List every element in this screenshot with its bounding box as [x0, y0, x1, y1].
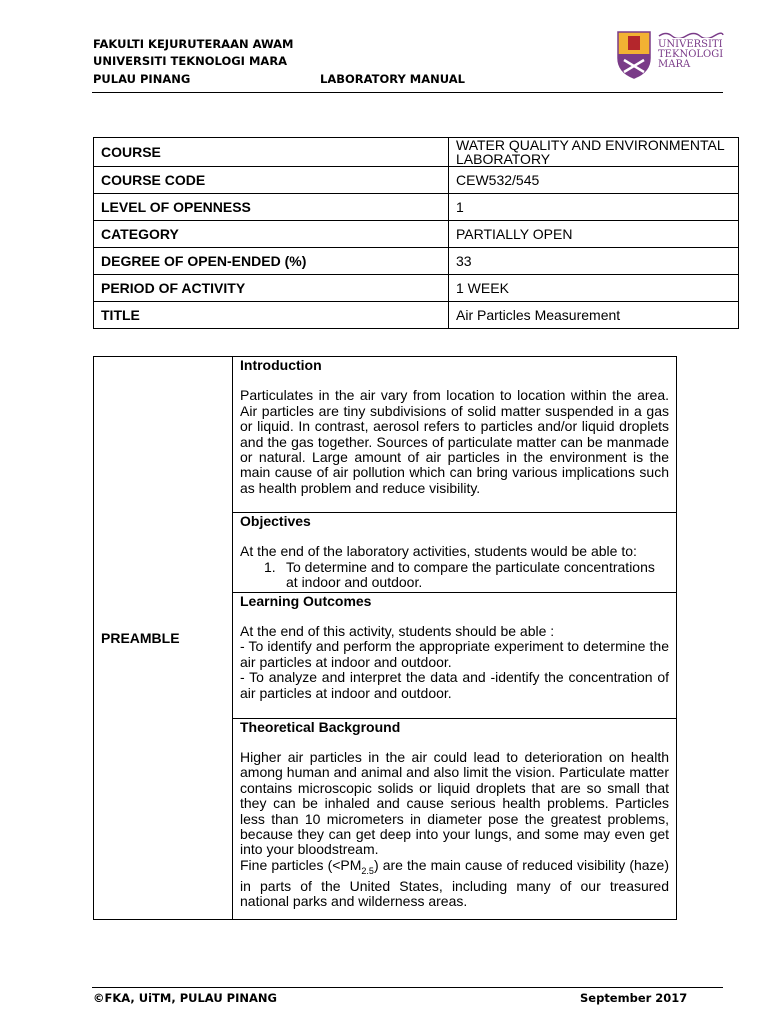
course-code-label: COURSE CODE: [94, 167, 449, 194]
logo-text-universiti: UNIVERSITI: [658, 39, 723, 50]
category-label: CATEGORY: [94, 221, 449, 248]
university-name: UNIVERSITI TEKNOLOGI MARA: [93, 54, 288, 68]
learning-outcomes-heading: Learning Outcomes: [240, 592, 372, 609]
pm-subscript: 2.5: [361, 865, 374, 876]
list-item: [240, 560, 669, 591]
logo-text-teknologi: TEKNOLOGI: [658, 49, 724, 60]
objective-number: 1.: [264, 558, 276, 575]
objective-text: To determine and to compare the particulate concentrations at indoor and outdoor.: [286, 558, 655, 591]
open-ended-label: DEGREE OF OPEN-ENDED (%): [94, 248, 449, 275]
title-value: Air Particles Measurement: [449, 302, 739, 329]
open-ended-value: 33: [449, 248, 739, 275]
manual-title: LABORATORY MANUAL: [320, 72, 465, 86]
openness-label: LEVEL OF OPENNESS: [94, 194, 449, 221]
footer-rule: [92, 987, 723, 988]
category-value: PARTIALLY OPEN: [449, 221, 739, 248]
preamble-table: [93, 356, 677, 920]
para2-end: ) are the main cause of reduced visibility (haze) in parts of the United States, including many of our treasured national parks and wilderness areas.: [240, 856, 670, 910]
introduction-heading: Introduction: [240, 357, 322, 373]
period-value: 1 WEEK: [449, 275, 739, 302]
theoretical-background-section: [233, 718, 677, 919]
course-value: WATER QUALITY AND ENVIRONMENTAL LABORATORY: [449, 138, 739, 167]
table-row: [94, 275, 739, 302]
faculty-name: FAKULTI KEJURUTERAAN AWAM: [93, 37, 294, 51]
footer-date: September 2017: [580, 991, 688, 1005]
objectives-heading: Objectives: [240, 513, 311, 529]
uitm-logo: [614, 28, 726, 84]
course-label: COURSE: [94, 138, 449, 167]
theoretical-background-para1: Higher air particles in the air could lead to deterioration on health among human and animal and also limit the vision. Particulate matter contains microscopic solids or liquid droplets that are so small that they can be inhaled and cause serious health problems. Particles less than 10 micrometers in diameter pose the greatest problems, because they can get deep into your lungs, and some may even get into your bloodstream.: [240, 749, 669, 858]
objectives-intro: At the end of the laboratory activities, students would be able to:: [240, 543, 637, 560]
introduction-text: Particulates in the air vary from location to location within the area. Air particles are tiny subdivisions of solid matter suspended in a gas or liquid. In contrast, aerosol refers to particles and/or liquid droplets and the gas together. Sources of particulate matter can be manmade or natural. Large amount of air particles in the environment is the main cause of air pollution which can bring various implications such as health problem and reduce visibility.: [240, 387, 669, 496]
table-row: [94, 302, 739, 329]
table-row: [94, 221, 739, 248]
objectives-section: [233, 513, 677, 593]
table-row: [94, 194, 739, 221]
course-info-table: [93, 137, 739, 329]
jawi-script-icon: [658, 30, 724, 38]
openness-value: 1: [449, 194, 739, 221]
course-code-value: CEW532/545: [449, 167, 739, 194]
list-item: - To identify and perform the appropriate experiment to determine the air particles at indoor and outdoor.: [240, 638, 669, 670]
header-rule: [92, 92, 723, 93]
period-label: PERIOD OF ACTIVITY: [94, 275, 449, 302]
footer-copyright: ©FKA, UiTM, PULAU PINANG: [93, 991, 277, 1005]
theoretical-background-para2: [240, 858, 669, 910]
logo-text-mara: MARA: [658, 59, 691, 70]
title-label: TITLE: [94, 302, 449, 329]
table-row: [94, 248, 739, 275]
preamble-label: PREAMBLE: [94, 357, 233, 920]
uitm-crest-icon: [614, 28, 654, 80]
theoretical-background-heading: Theoretical Background: [240, 718, 401, 735]
learning-outcomes-intro: At the end of this activity, students should be able :: [240, 623, 555, 640]
table-row: [94, 167, 739, 194]
list-item: - To analyze and interpret the data and -identify the concentration of air particles at indoor and outdoor.: [240, 669, 669, 701]
campus-name: PULAU PINANG: [93, 72, 191, 86]
table-row: [94, 138, 739, 167]
introduction-section: [233, 357, 677, 513]
learning-outcomes-section: [233, 592, 677, 718]
para2-start: Fine particles (<PM: [240, 856, 362, 873]
